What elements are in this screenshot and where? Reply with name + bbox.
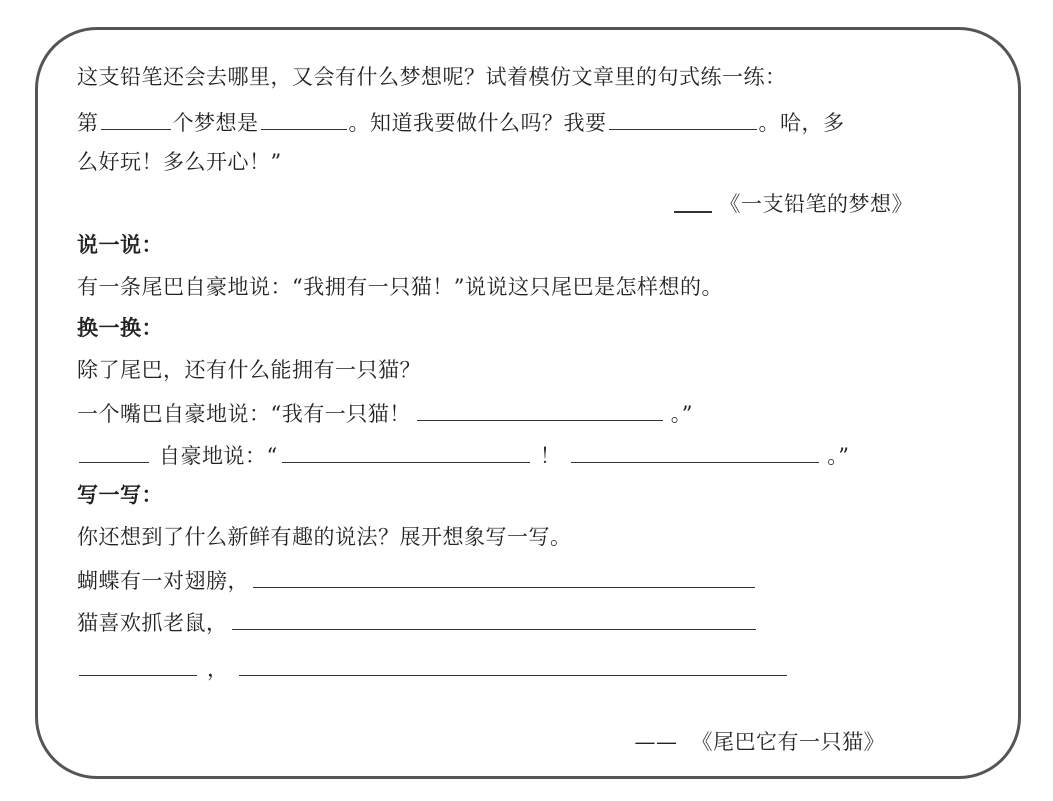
section2-text: 有一条尾巴自豪地说：“我拥有一只猫！”说说这只尾巴是怎样想的。 <box>77 275 723 299</box>
section1-line2-b: 个梦想是 <box>172 111 259 135</box>
section3-line-a-end: 。” <box>670 402 693 426</box>
section4-source-title: 《尾巴它有一只猫》 <box>691 730 885 754</box>
section4-line3-sep: ， <box>207 657 229 681</box>
blank-ordinal[interactable] <box>101 101 171 130</box>
section1-source-title: 《一支铅笔的梦想》 <box>719 192 913 216</box>
section1-fill-line <box>77 101 845 141</box>
section3-line-b-text: 自豪地说：“ <box>159 444 278 468</box>
section1-prompt: 这支铅笔还会去哪里，又会有什么梦想呢？试着模仿文章里的句式练一练： <box>77 65 787 89</box>
section2-heading: 说一说： <box>77 232 163 257</box>
section1-line2-d: 。哈，多 <box>758 111 845 135</box>
section4-line3 <box>77 647 789 687</box>
section4-prompt: 你还想到了什么新鲜有趣的说法？展开想象写一写。 <box>77 525 572 549</box>
blank-dream[interactable] <box>261 101 347 130</box>
section4-line2-text: 猫喜欢抓老鼠， <box>77 611 228 635</box>
section4-source <box>635 722 886 762</box>
section3-line-a <box>77 392 693 432</box>
section3-line-b <box>77 434 850 474</box>
section3-heading: 换一换： <box>77 315 163 340</box>
blank-cat[interactable] <box>232 601 756 630</box>
blank-butterfly[interactable] <box>253 559 755 588</box>
blank-claim[interactable] <box>282 434 530 463</box>
section4-line2 <box>77 601 758 641</box>
blank-action[interactable] <box>609 101 757 130</box>
section4-source-dash: —— <box>634 730 678 754</box>
section1-line2-a: 第 <box>77 111 99 135</box>
blank-continuation[interactable] <box>571 434 819 463</box>
blank-free-phrase[interactable] <box>239 647 787 676</box>
section4-line1 <box>77 559 757 599</box>
section3-line-b-end: 。” <box>827 444 850 468</box>
section3-line-b-excl: ！ <box>539 444 562 468</box>
section1-line2-c: 。知道我要做什么吗？我要 <box>348 111 607 135</box>
section1-line3: 么好玩！多么开心！” <box>77 150 282 174</box>
blank-mouth-says[interactable] <box>417 392 663 421</box>
blank-free-subject[interactable] <box>79 647 197 676</box>
section4-line1-text: 蝴蝶有一对翅膀， <box>77 569 249 593</box>
section1-source <box>674 184 914 224</box>
source-dash <box>674 199 712 213</box>
section4-heading: 写一写： <box>77 482 163 507</box>
blank-subject[interactable] <box>79 434 149 463</box>
section3-question: 除了尾巴，还有什么能拥有一只猫？ <box>77 358 421 382</box>
section3-line-a-text: 一个嘴巴自豪地说：“我有一只猫！ <box>77 402 411 426</box>
